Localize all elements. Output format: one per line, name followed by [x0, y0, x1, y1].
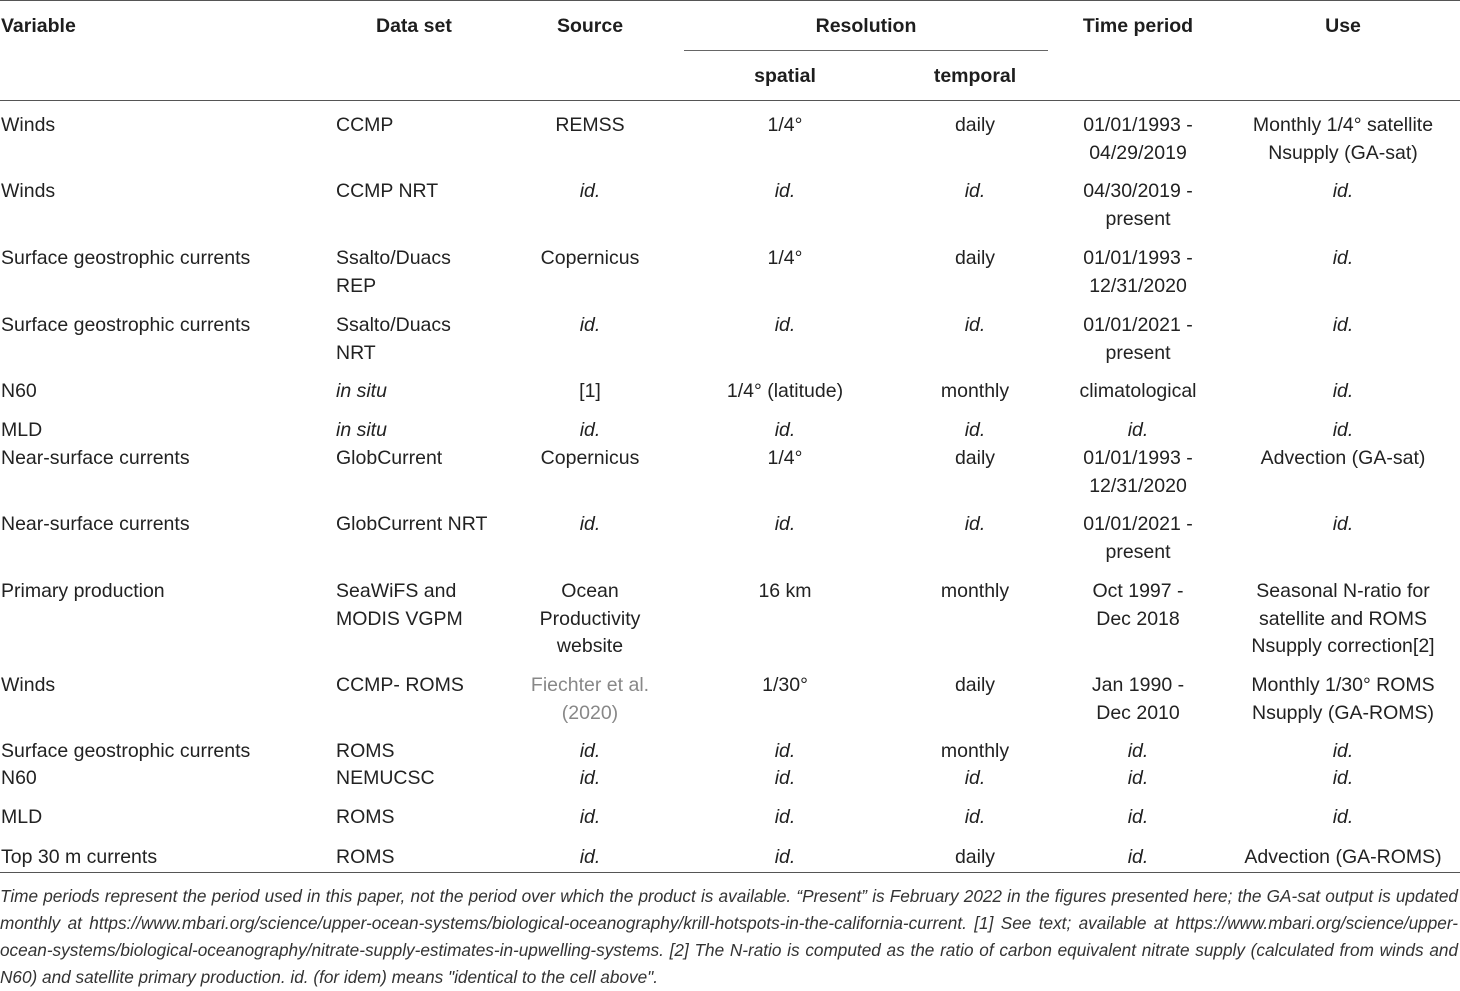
- cell-line: Nsupply (GA-ROMS): [1251, 701, 1435, 724]
- cell-source: [579, 378, 601, 406]
- cell-dataset: [336, 178, 438, 206]
- cell-variable: [1, 765, 37, 793]
- cell-variable: [1, 112, 55, 140]
- cell-source: [580, 312, 601, 340]
- header-time-period: Time period: [1082, 15, 1194, 37]
- cell-line: id.: [1332, 314, 1354, 336]
- cell-line: id.: [774, 767, 796, 789]
- cell-spatial: [775, 804, 796, 832]
- cell-spatial: [768, 112, 803, 140]
- cell-line: Surface geostrophic currents: [1, 740, 251, 762]
- cell-temporal: [941, 578, 1009, 606]
- cell-line: present: [1105, 540, 1171, 563]
- cell-spatial: [762, 672, 808, 700]
- cell-spatial: [775, 844, 796, 872]
- cell-period: [1083, 511, 1193, 566]
- resolution-rule: [684, 50, 1048, 51]
- cell-period: [1083, 112, 1193, 167]
- cell-variable: [1, 417, 42, 445]
- cell-line: id.: [579, 846, 601, 868]
- cell-source: [580, 178, 601, 206]
- cell-line: 1/4°: [767, 114, 803, 136]
- cell-line: id.: [964, 314, 986, 336]
- cell-line: [1]: [579, 380, 601, 402]
- cell-use: [1333, 378, 1354, 406]
- cell-dataset: [336, 417, 387, 445]
- cell-line: id.: [1127, 806, 1149, 828]
- cell-line: satellite and ROMS: [1258, 607, 1427, 630]
- cell-line: present: [1105, 207, 1171, 230]
- cell-line: MODIS VGPM: [336, 607, 463, 630]
- cell-line: id.: [964, 419, 986, 441]
- cell-line: id.: [774, 419, 796, 441]
- cell-use: [1251, 672, 1434, 727]
- cell-line: id.: [1332, 806, 1354, 828]
- cell-line: Dec 2010: [1096, 701, 1180, 724]
- cell-period: [1128, 417, 1149, 445]
- cell-variable: [1, 378, 37, 406]
- cell-source: [580, 511, 601, 539]
- cell-line: REP: [336, 274, 377, 297]
- cell-temporal: [965, 417, 986, 445]
- cell-line: ROMS: [336, 846, 395, 868]
- cell-line: monthly: [940, 580, 1010, 602]
- cell-line: Surface geostrophic currents: [1, 314, 251, 336]
- cell-line: REMSS: [555, 114, 625, 136]
- cell-period: [1083, 178, 1193, 233]
- cell-line: monthly: [940, 380, 1010, 402]
- cell-line: NEMUCSC: [336, 767, 435, 789]
- cell-use: [1333, 511, 1354, 539]
- cell-line: id.: [774, 180, 796, 202]
- cell-source: [531, 672, 649, 727]
- cell-line: 01/01/2021 -: [1083, 314, 1193, 336]
- cell-variable: [1, 511, 190, 539]
- cell-use: [1251, 578, 1434, 661]
- cell-line: in situ: [336, 380, 387, 402]
- cell-source: [541, 245, 640, 273]
- cell-line: ROMS: [336, 806, 395, 828]
- cell-temporal: [955, 245, 995, 273]
- cell-period: [1083, 445, 1193, 500]
- cell-line: Near-surface currents: [1, 447, 190, 469]
- cell-line: id.: [1127, 767, 1149, 789]
- cell-line: 12/31/2020: [1089, 274, 1187, 297]
- header-source: Source: [556, 15, 624, 37]
- cell-line: id.: [774, 846, 796, 868]
- cell-line: 1/4°: [767, 247, 803, 269]
- cell-spatial: [768, 445, 803, 473]
- cell-line: id.: [579, 419, 601, 441]
- cell-source: [580, 844, 601, 872]
- cell-spatial: [775, 765, 796, 793]
- cell-use: [1253, 112, 1433, 167]
- cell-period: [1128, 844, 1149, 872]
- cell-variable: [1, 178, 55, 206]
- cell-line: Primary production: [1, 580, 165, 602]
- cell-line: N60: [1, 767, 37, 789]
- cell-line: GlobCurrent NRT: [336, 513, 488, 535]
- cell-spatial: [775, 312, 796, 340]
- cell-temporal: [941, 378, 1009, 406]
- cell-line: 04/30/2019 -: [1083, 180, 1193, 202]
- cell-line: NRT: [336, 341, 376, 364]
- cell-use: [1333, 765, 1354, 793]
- cell-line: id.: [1332, 180, 1354, 202]
- cell-dataset: [336, 445, 442, 473]
- cell-line: Winds: [1, 114, 56, 136]
- cell-line: daily: [954, 247, 996, 269]
- cell-line: id.: [964, 180, 986, 202]
- cell-variable: [1, 578, 165, 606]
- cell-spatial: [775, 178, 796, 206]
- cell-temporal: [955, 112, 995, 140]
- cell-line: 01/01/1993 -: [1083, 114, 1193, 136]
- cell-source: [580, 738, 601, 766]
- cell-period: [1092, 672, 1184, 727]
- cell-temporal: [965, 312, 986, 340]
- cell-line: 16 km: [758, 580, 812, 602]
- cell-line: Winds: [1, 674, 56, 696]
- cell-line: Productivity: [539, 607, 641, 630]
- cell-period: [1128, 765, 1149, 793]
- cell-line: id.: [774, 314, 796, 336]
- cell-line: id.: [579, 740, 601, 762]
- cell-dataset: [336, 738, 395, 766]
- cell-line: id.: [964, 806, 986, 828]
- cell-temporal: [955, 445, 995, 473]
- cell-temporal: [965, 804, 986, 832]
- cell-use: [1261, 445, 1426, 473]
- cell-line: Jan 1990 -: [1091, 674, 1185, 696]
- cell-line: Surface geostrophic currents: [1, 247, 251, 269]
- cell-line: daily: [954, 447, 996, 469]
- cell-line: id.: [1332, 513, 1354, 535]
- cell-spatial: [775, 738, 796, 766]
- cell-dataset: [336, 511, 487, 539]
- cell-line: ROMS: [336, 740, 395, 762]
- header-spatial: spatial: [754, 65, 816, 87]
- table-footnote: Time periods represent the period used in this paper, not the period over which the product is available. “Present” is February 2022 in the figures presented here; the GA-sat output is updated monthly at https://www.mbari.org/science/upper-ocean-systems/biological-oceanography/krill-hotspots-in-the-california-current. [1] See text; available at https://www.mbari.org/science/upper-ocean-systems/biological-oceanography/nitrate-supply-estimates-in-upwelling-systems. [2] The N-ratio is computed as the ratio of carbon equivalent nitrate supply (calculated from winds and N60) and satellite primary production. id. (for idem) means "identical to the cell above".: [0, 886, 1458, 987]
- cell-variable: [1, 804, 42, 832]
- cell-line: CCMP- ROMS: [336, 674, 464, 696]
- cell-line: id.: [774, 806, 796, 828]
- cell-line: climatological: [1079, 380, 1197, 402]
- cell-source: [555, 112, 624, 140]
- cell-line: Nsupply correction[2]: [1251, 635, 1435, 657]
- cell-line: daily: [954, 674, 996, 696]
- cell-use: [1333, 804, 1354, 832]
- cell-use: [1333, 178, 1354, 206]
- cell-variable: [1, 312, 250, 340]
- cell-line: Advection (GA-sat): [1260, 447, 1426, 469]
- cell-line: Top 30 m currents: [1, 846, 158, 868]
- cell-line: 01/01/1993 -: [1083, 447, 1193, 469]
- cell-line: Fiechter et al.: [530, 674, 650, 696]
- cell-dataset: [336, 578, 463, 633]
- header-temporal: temporal: [933, 65, 1017, 87]
- cell-temporal: [965, 765, 986, 793]
- cell-dataset: [336, 378, 387, 406]
- cell-variable: [1, 672, 55, 700]
- cell-line: id.: [774, 513, 796, 535]
- cell-line: id.: [774, 740, 796, 762]
- cell-line: Advection (GA-ROMS): [1244, 846, 1442, 868]
- cell-line: Ocean: [561, 580, 619, 602]
- cell-spatial: [775, 417, 796, 445]
- table-top-rule: [0, 0, 1460, 1]
- header-bottom-rule: [0, 100, 1460, 101]
- cell-spatial: [727, 378, 843, 406]
- cell-line: 1/4° (latitude): [726, 380, 844, 402]
- header-resolution: Resolution: [815, 15, 917, 37]
- cell-source: [580, 417, 601, 445]
- cell-line: website: [556, 635, 624, 657]
- cell-spatial: [758, 578, 811, 606]
- cell-line: id.: [1332, 419, 1354, 441]
- cell-line: (2020): [561, 701, 619, 724]
- cell-variable: [1, 738, 250, 766]
- cell-line: id.: [579, 767, 601, 789]
- cell-line: monthly: [940, 740, 1010, 762]
- cell-use: [1333, 312, 1354, 340]
- cell-line: Ssalto/Duacs: [336, 247, 451, 269]
- header-use: Use: [1325, 15, 1361, 37]
- cell-line: id.: [579, 513, 601, 535]
- cell-line: id.: [579, 180, 601, 202]
- cell-line: MLD: [1, 419, 43, 441]
- cell-line: Winds: [1, 180, 56, 202]
- cell-line: present: [1105, 341, 1171, 364]
- cell-period: [1128, 804, 1149, 832]
- cell-variable: [1, 445, 190, 473]
- cell-temporal: [965, 178, 986, 206]
- cell-variable: [1, 245, 250, 273]
- cell-line: SeaWiFS and: [336, 580, 457, 602]
- cell-line: id.: [964, 767, 986, 789]
- cell-dataset: [336, 765, 435, 793]
- header-dataset: Data set: [376, 15, 452, 37]
- cell-line: Copernicus: [540, 247, 640, 269]
- cell-line: MLD: [1, 806, 43, 828]
- cell-use: [1244, 844, 1441, 872]
- cell-line: 1/30°: [762, 674, 808, 696]
- cell-spatial: [775, 511, 796, 539]
- cell-line: 01/01/1993 -: [1083, 247, 1193, 269]
- cell-line: Ssalto/Duacs: [336, 314, 451, 336]
- cell-period: [1083, 312, 1193, 367]
- cell-dataset: [336, 312, 451, 367]
- cell-line: 1/4°: [767, 447, 803, 469]
- cell-line: 01/01/2021 -: [1083, 513, 1193, 535]
- cell-temporal: [965, 511, 986, 539]
- cell-source: [580, 765, 601, 793]
- cell-line: id.: [579, 314, 601, 336]
- cell-period: [1079, 378, 1196, 406]
- cell-spatial: [768, 245, 803, 273]
- cell-temporal: [941, 738, 1009, 766]
- cell-line: daily: [954, 114, 996, 136]
- cell-use: [1333, 738, 1354, 766]
- cell-line: id.: [1127, 740, 1149, 762]
- cell-temporal: [955, 844, 995, 872]
- cell-dataset: [336, 844, 395, 872]
- cell-line: id.: [1332, 767, 1354, 789]
- cell-line: id.: [964, 513, 986, 535]
- cell-use: [1333, 417, 1354, 445]
- cell-line: Dec 2018: [1096, 607, 1180, 630]
- cell-source: [540, 578, 641, 661]
- cell-dataset: [336, 245, 451, 300]
- cell-use: [1333, 245, 1354, 273]
- cell-period: [1083, 245, 1193, 300]
- cell-period: [1128, 738, 1149, 766]
- cell-line: id.: [579, 806, 601, 828]
- cell-line: 12/31/2020: [1089, 474, 1187, 497]
- cell-line: Near-surface currents: [1, 513, 190, 535]
- cell-line: 04/29/2019: [1089, 141, 1187, 164]
- cell-dataset: [336, 672, 464, 700]
- cell-line: Copernicus: [540, 447, 640, 469]
- cell-line: Nsupply (GA-sat): [1268, 141, 1418, 164]
- cell-line: Monthly 1/30° ROMS: [1251, 674, 1435, 696]
- cell-line: GlobCurrent: [336, 447, 443, 469]
- cell-line: in situ: [336, 419, 387, 441]
- cell-dataset: [336, 112, 393, 140]
- cell-line: Oct 1997 -: [1092, 580, 1184, 602]
- cell-line: N60: [1, 380, 37, 402]
- cell-line: id.: [1332, 740, 1354, 762]
- cell-line: id.: [1127, 846, 1149, 868]
- cell-period: [1092, 578, 1183, 633]
- cell-line: id.: [1332, 247, 1354, 269]
- cell-line: Monthly 1/4° satellite: [1252, 114, 1434, 136]
- header-variable: Variable: [1, 15, 76, 37]
- cell-source: [580, 804, 601, 832]
- cell-line: id.: [1332, 380, 1354, 402]
- cell-line: CCMP: [336, 114, 394, 136]
- cell-source: [541, 445, 640, 473]
- cell-line: Seasonal N-ratio for: [1256, 580, 1430, 602]
- cell-dataset: [336, 804, 395, 832]
- cell-variable: [1, 844, 157, 872]
- cell-line: CCMP NRT: [336, 180, 439, 202]
- table-bottom-rule: [0, 872, 1460, 873]
- cell-line: id.: [1127, 419, 1149, 441]
- cell-line: daily: [954, 846, 996, 868]
- cell-temporal: [955, 672, 995, 700]
